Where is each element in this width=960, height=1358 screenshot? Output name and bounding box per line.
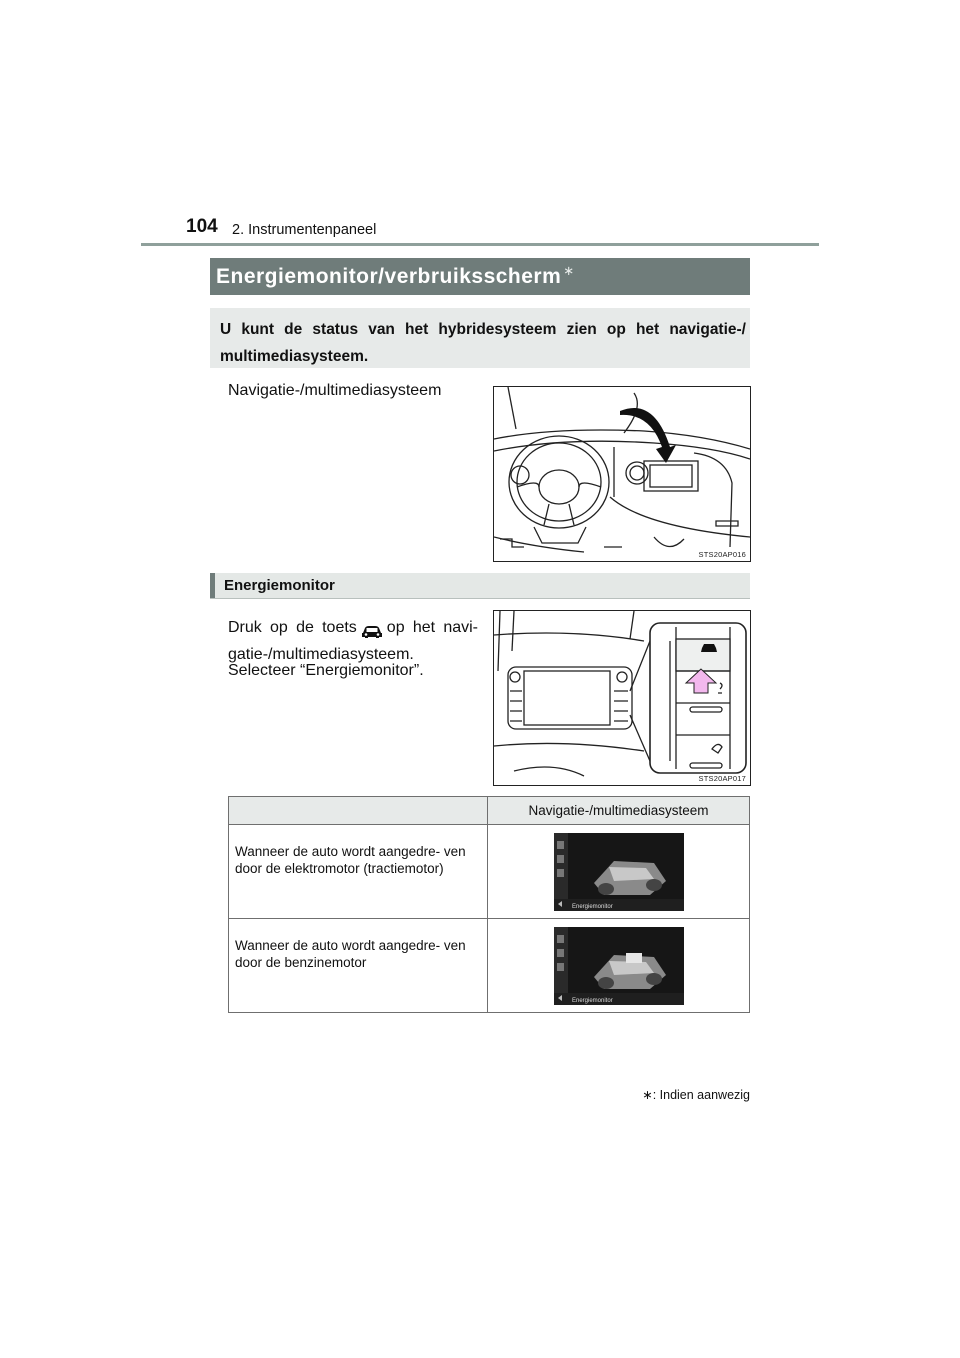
step-1-text-before: Druk op de toets xyxy=(228,619,357,636)
console-illustration xyxy=(493,610,751,786)
pointer-arrow xyxy=(620,408,676,463)
dashboard-drawing xyxy=(494,387,750,561)
table-header-row xyxy=(229,797,750,825)
highlight-arrow xyxy=(686,669,716,693)
section-title-text: Energiemonitor/verbruiksscherm xyxy=(216,265,562,288)
table-row xyxy=(229,919,750,1013)
table-header-empty xyxy=(229,797,488,825)
header-rule xyxy=(141,243,819,246)
row-screen-cell xyxy=(488,825,750,919)
console-drawing xyxy=(494,611,750,785)
subsection-accent xyxy=(210,573,215,598)
screen-label: Energiemonitor xyxy=(571,997,613,1004)
intro-text: U kunt de status van het hybridesysteem zien op het navigatie-/ multimediasysteem. xyxy=(220,321,746,365)
page-number: 104 xyxy=(186,216,218,237)
energy-monitor-screen xyxy=(554,833,684,911)
step-2: Selecteer “Energiemonitor”. xyxy=(228,662,424,679)
illustration-code: STS20AP016 xyxy=(698,550,746,559)
step-1 xyxy=(228,614,478,668)
subsection-title: Energiemonitor xyxy=(224,577,335,594)
table-row xyxy=(229,825,750,919)
car-icon xyxy=(361,621,383,635)
row-screen-cell xyxy=(488,919,750,1013)
asterisk-mark: ∗ xyxy=(563,263,575,278)
screen-label: Energiemonitor xyxy=(571,903,613,910)
row-description: Wanneer de auto wordt aangedre- ven door de elektromotor (tractiemotor) xyxy=(229,825,488,919)
energy-table xyxy=(228,796,750,1013)
section-title xyxy=(216,263,575,289)
row-description: Wanneer de auto wordt aangedre- ven door de benzinemotor xyxy=(229,919,488,1013)
table-header-cell: Navigatie-/multimediasysteem xyxy=(488,797,750,825)
dashboard-illustration xyxy=(493,386,751,562)
step-1-text-after: op het navi- gatie-/multimediasysteem. xyxy=(228,619,478,663)
navigatie-label: Navigatie-/multimediasysteem xyxy=(228,382,442,399)
energy-monitor-screen xyxy=(554,927,684,1005)
subsection-rule xyxy=(210,598,750,599)
footnote: ∗: Indien aanwezig xyxy=(642,1088,750,1102)
chapter-title: 2. Instrumentenpaneel xyxy=(232,222,377,238)
illustration-code: STS20AP017 xyxy=(698,774,746,783)
